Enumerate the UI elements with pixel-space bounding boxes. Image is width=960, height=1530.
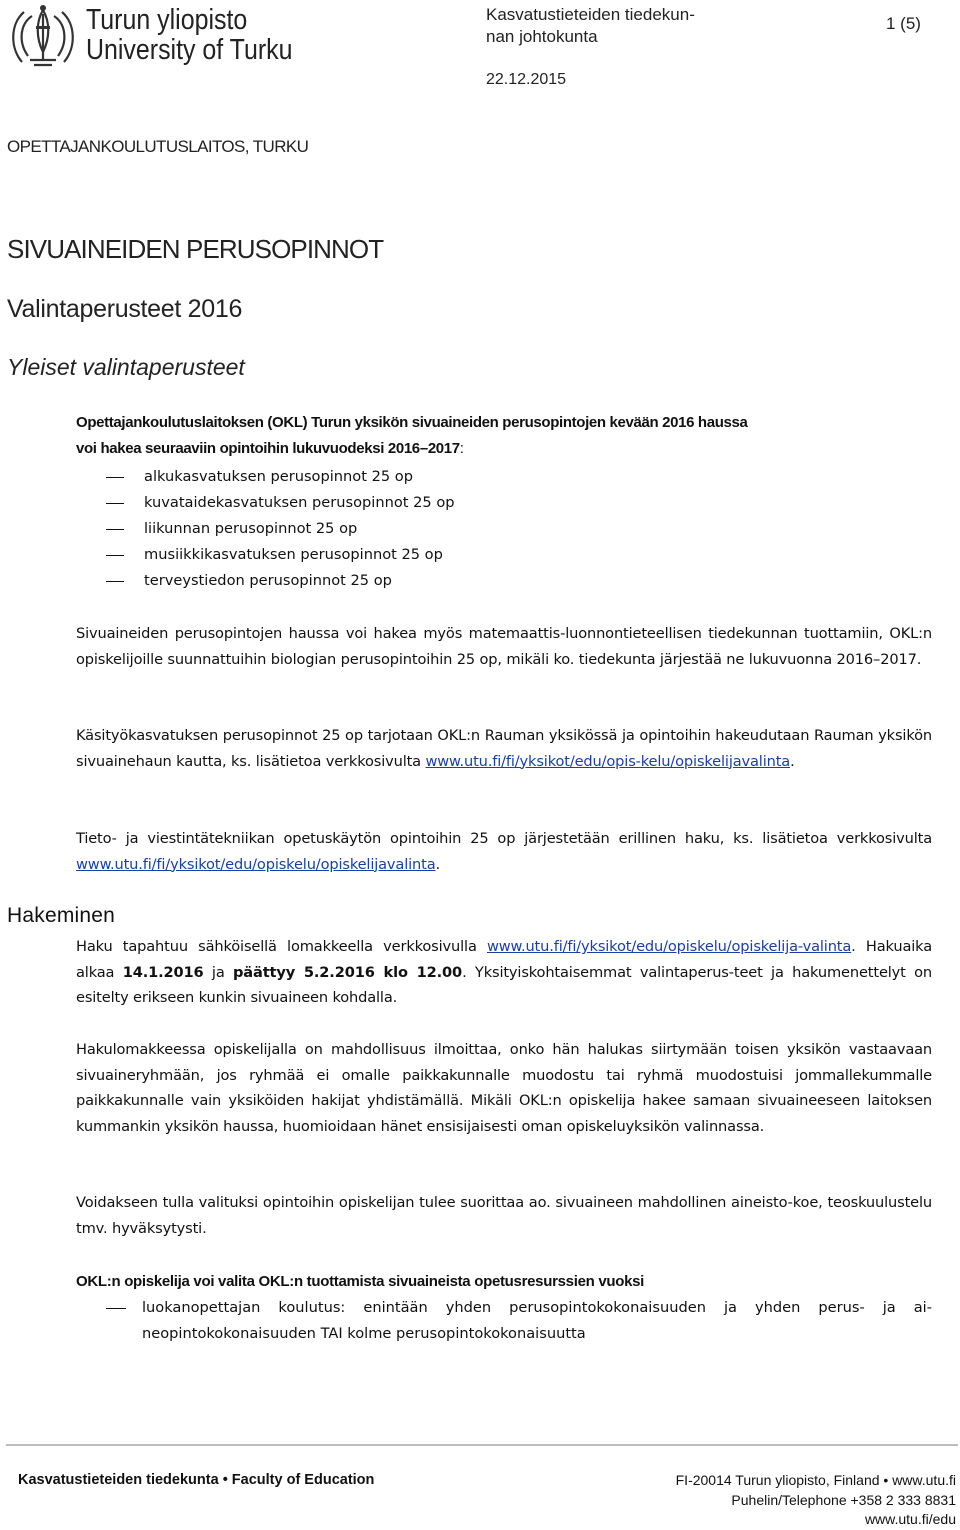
intro-line1: Opettajankoulutuslaitoksen (OKL) Turun yksikön sivuaineiden perusopintojen kevään 2016 haussa bbox=[76, 414, 748, 431]
application-start-date: 14.1.2016 bbox=[122, 963, 204, 981]
section-heading-general: Yleiset valintaperusteet bbox=[7, 354, 245, 380]
ict-link[interactable]: www.utu.fi/fi/yksikot/edu/opiskelu/opiskelijavalinta bbox=[76, 855, 436, 873]
logo-name-fi: Turun yliopisto bbox=[86, 4, 248, 36]
footer-faculty: Kasvatustieteiden tiedekunta • Faculty of Education bbox=[18, 1472, 375, 1488]
okl-list bbox=[106, 1295, 932, 1346]
ict-paragraph: Tieto- ja viestintätekniikan opetuskäytön opintoihin 25 op järjestetään erillinen haku, ks. lisätietoa verkkosivulta www.utu.fi/fi/yksikot/edu/opiskelu/opiskelijavalinta. bbox=[76, 830, 932, 873]
science-paragraph: Sivuaineiden perusopintojen haussa voi hakea myös matemaattis-luonnontieteellisen tiedekunnan tuottamiin, OKL:n opiskelijoille suunnattuihin biologian perusopintoihin 25 op, mikäli ko. tiedekunta järjestää ne lukuvuonna 2016–2017. bbox=[76, 625, 932, 668]
intro-line2: voi hakea seuraaviin opintoihin lukuvuodeksi 2016–2017: bbox=[76, 439, 464, 457]
footer-address: FI-20014 Turun yliopisto, Finland • www.utu.fi bbox=[675, 1472, 956, 1488]
application-link[interactable]: www.utu.fi/fi/yksikot/edu/opiskelu/opiskelija-valinta bbox=[486, 938, 852, 955]
bullet-icon: • bbox=[222, 1472, 228, 1488]
header-unit-line1: Kasvatustieteiden tiedekun- bbox=[486, 5, 695, 24]
header-unit-line2: nan johtokunta bbox=[486, 27, 598, 46]
list-item: luokanopettajan koulutus: enintään yhden perusopintokokonaisuuden ja yhden perus- ja ai-neopintokokonaisuuden TAI kolme perusopintokokonaisuutta bbox=[106, 1295, 932, 1346]
okl-heading: OKL:n opiskelija voi valita OKL:n tuottamista sivuaineista opetusresurssien vuoksi bbox=[76, 1273, 645, 1290]
list-item: liikunnan perusopinnot 25 op bbox=[106, 516, 455, 542]
document-title: SIVUAINEIDEN PERUSOPINNOT bbox=[7, 234, 384, 264]
program-list bbox=[106, 464, 455, 594]
footer-phone: Puhelin/Telephone +358 2 333 8831 bbox=[731, 1491, 956, 1508]
application-paragraph: Haku tapahtuu sähköisellä lomakkeella verkkosivulla www.utu.fi/fi/yksikot/edu/opiskelu/opiskelija-valinta. Hakuaika alkaa 14.1.2016 ja päättyy 5.2.2016 klo 12.00. Yksityiskohtaisemmat valintaperus-teet ja hakumenettelyt on esitelty erikseen kunkin sivuaineen kohdalla. bbox=[76, 938, 932, 1006]
list-item: terveystiedon perusopinnot 25 op bbox=[106, 568, 455, 594]
university-logo bbox=[6, 2, 293, 68]
craft-paragraph: Käsityökasvatuksen perusopinnot 25 op tarjotaan OKL:n Rauman yksikössä ja opintoihin hakeudutaan Rauman yksikön sivuainehaun kautta, ks. lisätietoa verkkosivulta www.utu.fi/fi/yksikot/edu/opis-kelu/opiskelijavalinta. bbox=[76, 727, 932, 770]
department-name: OPETTAJANKOULUTUSLAITOS, TURKU bbox=[7, 137, 309, 156]
form-paragraph: Hakulomakkeessa opiskelijalla on mahdollisuus ilmoittaa, onko hän halukas siirtymään toisen yksikön vastaavaan sivuaineryhmään, jos ryhmää ei omalle paikkakunnalle muodostu tai ryhmä muodostuisi jommallekummalle paikkakunnalle vain yksiköiden hakijat yhdistämällä. Mikäli OKL:n opiskelija hakee samaan sivuaineeseen laitoksen kummankin yksikön haussa, huomioidaan hänet ensisijaisesti oman opiskeluyksikön valinnassa. bbox=[76, 1041, 932, 1135]
header-unit bbox=[486, 4, 746, 48]
university-seal-icon bbox=[6, 2, 80, 68]
prior-exam-paragraph: Voidakseen tulla valituksi opintoihin opiskelijan tulee suorittaa ao. sivuaineen mahdollinen aineisto-koe, teoskuulustelu tmv. hyväksytysti. bbox=[76, 1194, 932, 1237]
footer-contact bbox=[676, 1471, 956, 1530]
list-item: kuvataidekasvatuksen perusopinnot 25 op bbox=[106, 490, 455, 516]
logo-name-en: University of Turku bbox=[86, 34, 293, 66]
document-subtitle: Valintaperusteet 2016 bbox=[7, 295, 243, 323]
craft-link[interactable]: www.utu.fi/fi/yksikot/edu/opis-kelu/opiskelijavalinta bbox=[425, 752, 791, 770]
section-heading-application: Hakeminen bbox=[7, 904, 116, 927]
list-item: musiikkikasvatuksen perusopinnot 25 op bbox=[106, 542, 455, 568]
document-date: 22.12.2015 bbox=[486, 71, 567, 88]
list-item: alkukasvatuksen perusopinnot 25 op bbox=[106, 464, 455, 490]
footer-divider bbox=[6, 1444, 958, 1446]
footer-web: www.utu.fi/edu bbox=[864, 1511, 956, 1527]
application-end-date: päättyy 5.2.2016 klo 12.00 bbox=[233, 963, 463, 981]
page-number: 1 (5) bbox=[886, 14, 921, 33]
intro-paragraph bbox=[76, 410, 932, 461]
